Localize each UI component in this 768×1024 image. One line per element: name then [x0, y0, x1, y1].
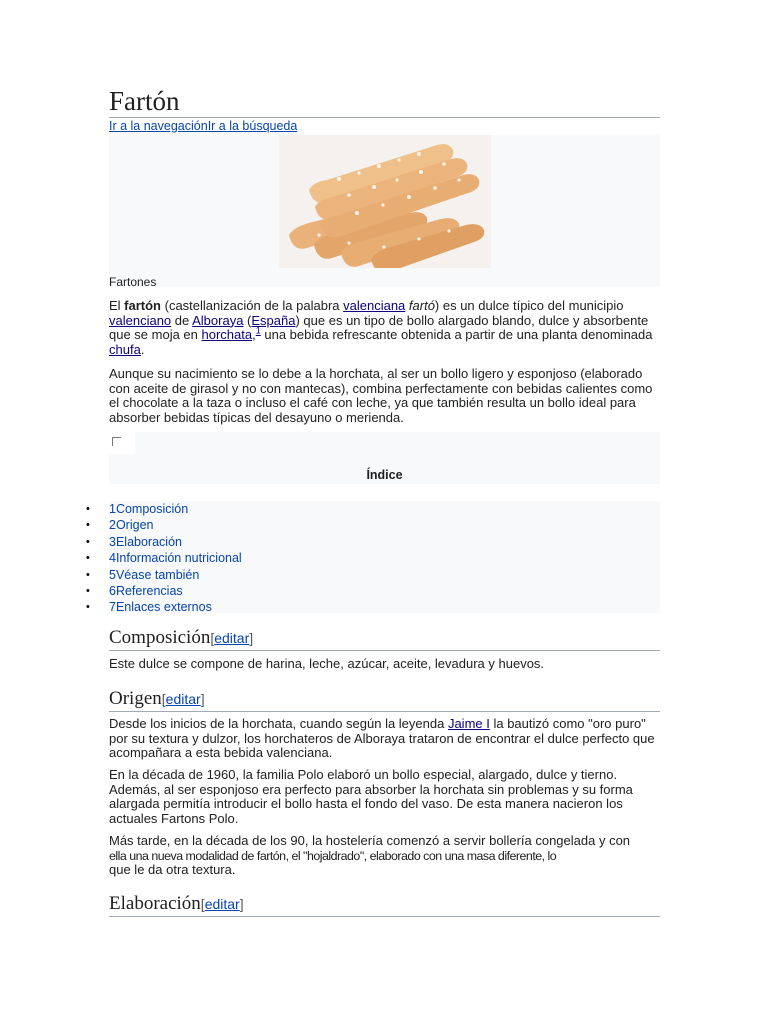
section-heading-elaboracion: Elaboración[editar] — [109, 892, 660, 917]
section-heading-composicion: Composición[editar] — [109, 626, 660, 651]
composicion-paragraph: Este dulce se compone de harina, leche, azúcar, aceite, levadura y huevos. — [109, 656, 545, 671]
edit-link-elaboracion[interactable]: editar — [204, 896, 240, 912]
toc-list — [109, 501, 660, 613]
toc-link-vease-tambien[interactable]: 5Véase también — [109, 567, 200, 582]
toc-link-composicion[interactable]: 1Composición — [109, 502, 189, 516]
edit-link-origen[interactable]: editar — [165, 691, 201, 707]
table-of-contents — [109, 432, 660, 484]
link-chufa[interactable]: chufa — [109, 341, 141, 357]
toc-link-enlaces-externos[interactable]: 7Enlaces externos — [109, 600, 212, 615]
origen-paragraph-2: En la década de 1960, la familia Polo elaboró un bollo especial, alargado, dulce y tierno. Además, al ser esponjoso era perfecto para absorber la horchata sin problemas y su forma alargada permitía introducir el bollo hasta el fondo del vaso. De esta manera nacieron los actuales Fartons Polo. — [109, 767, 633, 826]
toc-link-origen[interactable]: 2Origen — [109, 518, 154, 533]
link-espana[interactable]: España — [251, 312, 296, 328]
intro-paragraph-1: El fartón (castellanización de la palabra valenciana fartó) es un dulce típico del municipio valenciano de Alboraya (España) que es un tipo de bollo alargado blando, dulce y absorbente que se moja en horchata,$^1$ una bebida refrescante obtenida a partir de una planta denominada chufa. — [109, 298, 653, 357]
edit-section: [editar] — [161, 691, 205, 707]
edit-section: [editar] — [200, 896, 244, 912]
section-heading-origen: Origen[editar] — [109, 687, 660, 712]
jump-links — [109, 119, 297, 133]
link-valenciana[interactable]: valenciana — [343, 298, 406, 313]
toc-title: Índice — [366, 468, 403, 482]
fartones-image[interactable] — [279, 135, 491, 268]
edit-link-composicion[interactable]: editar — [214, 630, 250, 646]
toc-item — [109, 583, 660, 599]
article-figure — [109, 135, 660, 287]
link-alboraya[interactable]: Alboraya — [192, 312, 244, 328]
toc-item — [109, 501, 660, 517]
origen-paragraph-1: Desde los inicios de la horchata, cuando según la leyenda Jaime I la bautizó como "oro puro" por su textura y dulzor, los horchateros de Alboraya trataron de encontrar el dulce perfecto que acompañara a esta bebida valenciana. — [109, 716, 655, 761]
jump-to-search-link[interactable]: Ir a la búsqueda — [207, 119, 298, 133]
image-caption: Fartones — [109, 275, 157, 289]
jump-to-navigation-link[interactable]: Ir a la navegación — [109, 119, 208, 133]
origen-paragraph-3: Más tarde, en la década de los 90, la hostelería comenzó a servir bollería congelada y con ella una nueva modalidad de fartón, el "hojaldrado", elaborado con una masa diferente, lo que le da otra textura. — [109, 833, 631, 878]
toc-toggle-checkbox[interactable] — [109, 432, 135, 454]
toc-item — [109, 599, 660, 615]
checkbox-icon — [112, 437, 121, 446]
link-jaime-i[interactable]: Jaime I — [447, 716, 490, 731]
link-valenciano[interactable]: valenciano — [109, 312, 172, 328]
toc-item — [109, 517, 660, 533]
toc-item — [109, 567, 660, 583]
link-horchata[interactable]: horchata — [201, 327, 253, 343]
toc-item — [109, 534, 660, 550]
intro-paragraph-2: Aunque su nacimiento se lo debe a la horchata, al ser un bollo ligero y esponjoso (elaborado con aceite de girasol y no con mantecas), combina perfectamente con bebidas calientes como el chocolate a la taza o incluso el café con leche, ya que también resulta un bollo ideal para absorber bebidas típicas del desayuno o merienda. — [109, 366, 653, 425]
toc-link-referencias[interactable]: 6Referencias — [109, 583, 183, 598]
toc-item — [109, 550, 660, 566]
edit-section: [editar] — [210, 630, 254, 646]
toc-link-informacion-nutricional[interactable]: 4Información nutricional — [109, 551, 242, 566]
page-title: Fartón — [109, 86, 660, 118]
reference-1-link[interactable]: 1 — [255, 325, 261, 336]
toc-link-elaboracion[interactable]: 3Elaboración — [109, 534, 182, 549]
